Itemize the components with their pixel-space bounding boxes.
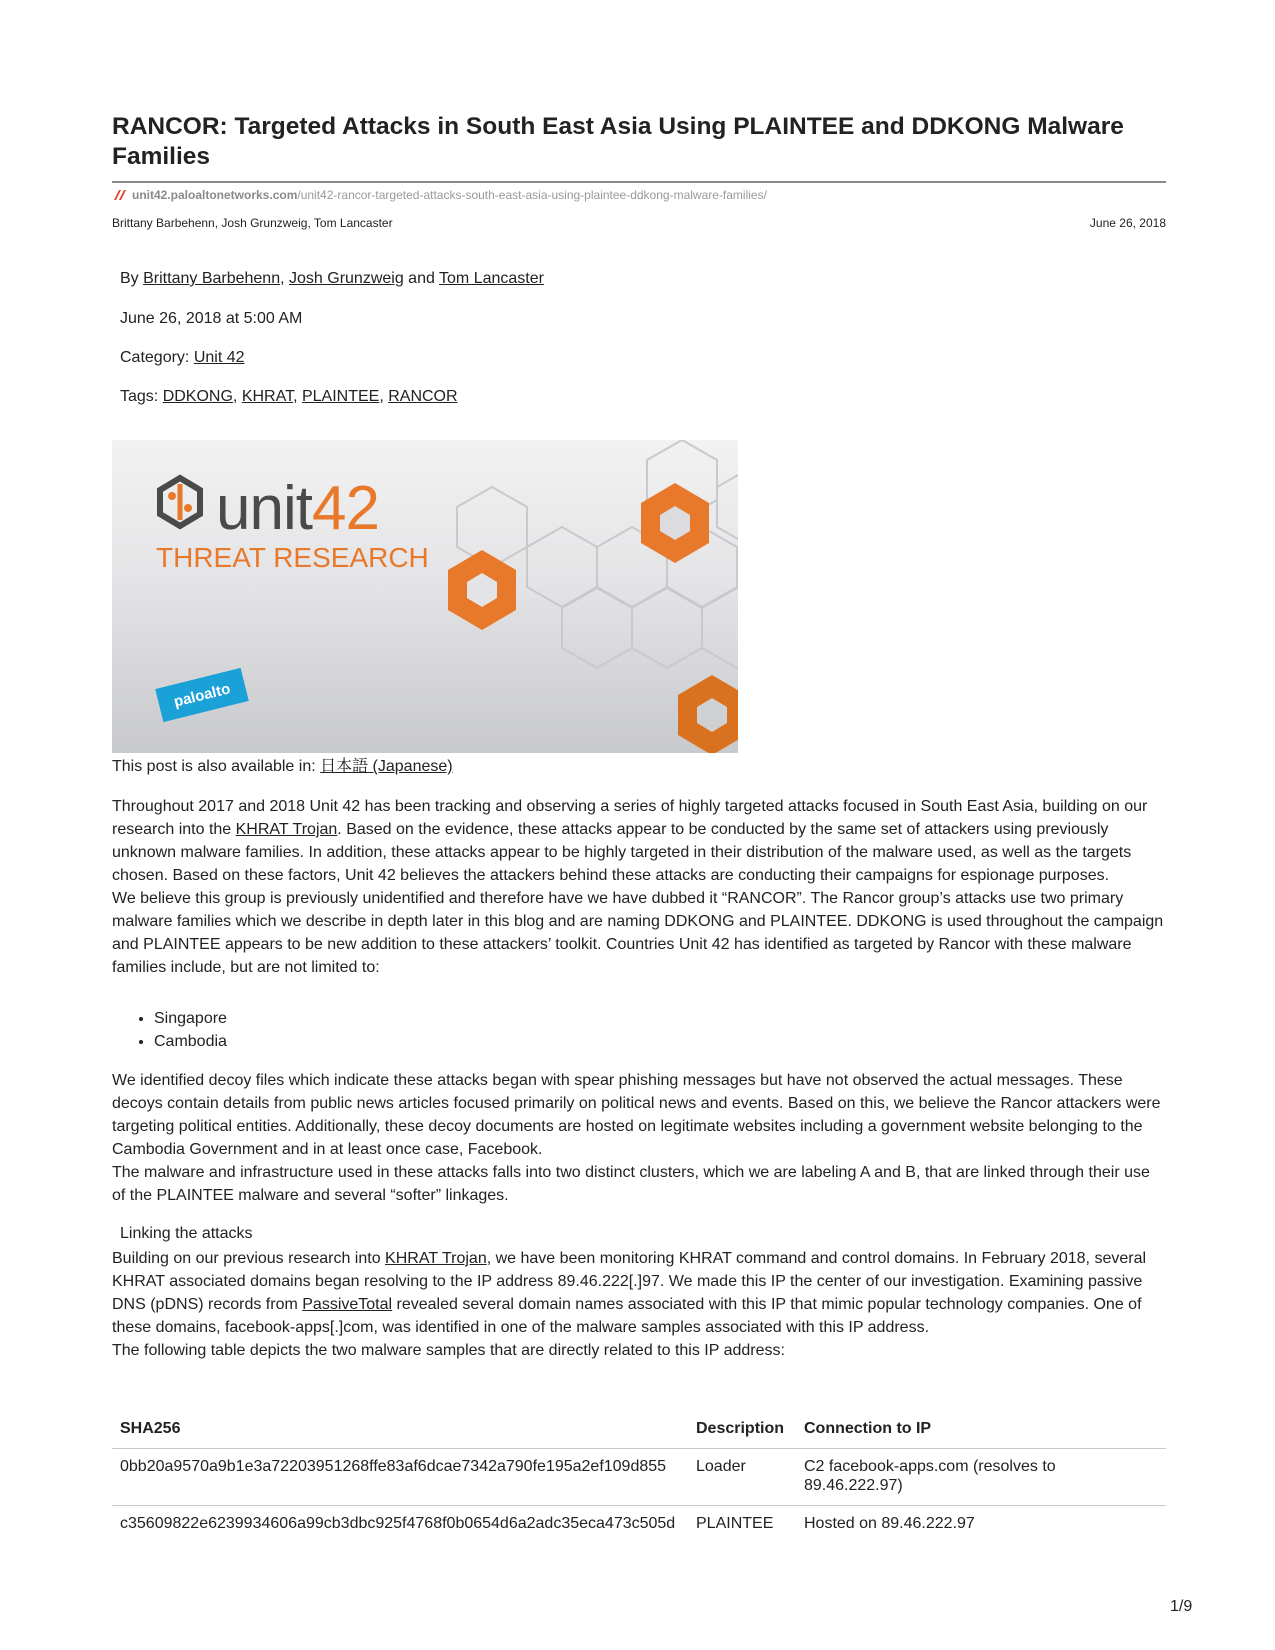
- table-header-row: [112, 1412, 1166, 1449]
- brand-number: 42: [311, 474, 379, 543]
- table-intro-paragraph: The following table depicts the two malware samples that are directly related to this IP address:: [112, 1342, 785, 1359]
- threat-research-label: THREAT RESEARCH: [156, 542, 429, 573]
- tag-link[interactable]: RANCOR: [388, 388, 458, 405]
- description-cell: Loader: [688, 1449, 796, 1506]
- meta-date: June 26, 2018: [1089, 216, 1166, 230]
- decoy-paragraph-block: [112, 1069, 1166, 1207]
- source-url[interactable]: [112, 188, 767, 202]
- title-divider: [112, 181, 1166, 183]
- intro-paragraph: [112, 795, 1166, 979]
- connection-cell: Hosted on 89.46.222.97: [804, 1515, 975, 1532]
- byline: [120, 270, 544, 288]
- section-heading: Linking the attacks: [120, 1225, 253, 1242]
- tag-separator: ,: [293, 388, 302, 405]
- column-header: Connection to IP: [796, 1412, 1166, 1449]
- author-link[interactable]: Tom Lancaster: [439, 270, 544, 287]
- table-row: [112, 1449, 1166, 1506]
- post-datetime: June 26, 2018 at 5:00 AM: [120, 310, 303, 327]
- author-link[interactable]: Josh Grunzweig: [289, 270, 404, 287]
- rancor-paragraph: We believe this group is previously unidentified and therefore have we have dubbed it “RANCOR”. The Rancor group’s attacks use two primary malware families which we describe in depth later in this blog and are naming DDKONG and PLAINTEE. DDKONG is used throughout the campaign and PLAINTEE appears to be new addition to these attackers’ toolkit. Countries Unit 42 has identified as targeted by Rancor with these malware families include, but are not limited to:: [112, 890, 1164, 976]
- brand-unit: unit: [216, 474, 312, 543]
- hero-banner-image: [112, 440, 738, 753]
- connection-cell: C2 facebook-apps.com (resolves to 89.46.222.97): [796, 1449, 1166, 1506]
- meta-authors: Brittany Barbehenn, Josh Grunzweig, Tom Lancaster: [112, 216, 393, 230]
- column-header: SHA256: [112, 1412, 688, 1449]
- tag-separator: ,: [232, 388, 242, 405]
- column-header: Description: [688, 1412, 796, 1449]
- khrat-trojan-link[interactable]: KHRAT Trojan: [385, 1250, 487, 1267]
- category-line: [120, 349, 245, 367]
- sha256-cell: 0bb20a9570a9b1e3a72203951268ffe83af6dcae7342a790fe195a2ef109d855: [112, 1449, 688, 1506]
- tag-link[interactable]: PLAINTEE: [301, 388, 380, 405]
- description-cell: PLAINTEE: [696, 1515, 774, 1532]
- target-countries-list: [112, 1007, 227, 1053]
- sha256-cell: c35609822e6239934606a99cb3dbc925f4768f0b0654d6a2adc35eca473c505d: [120, 1515, 676, 1532]
- decoy-paragraph: We identified decoy files which indicate these attacks began with spear phishing messages but have not observed the actual messages. These decoys contain details from public news articles focused primarily on political news and events. Based on this, we believe the Rancor attackers were targeting political entities. Additionally, these decoy documents are hosted on legitimate websites including a government website belonging to the Cambodia Government and in at least once case, Facebook.: [112, 1072, 1161, 1158]
- byline-separator: and: [403, 270, 440, 287]
- paragraph-text: . Based on the evidence, these attacks appear to be conducted by the same set of attackers using previously unknown malware families. In addition, these attacks appear to be highly targeted in their distribution of the malware used, as well as the targets chosen. Based on these factors, Unit 42 believes the attackers behind these attacks are conducting their campaigns for espionage purposes.: [112, 821, 1132, 884]
- page-number: 1/9: [1170, 1598, 1193, 1615]
- tags-label: Tags:: [120, 388, 163, 405]
- paragraph-text: , we have been monitoring KHRAT command and control domains. In February 2018, several KHRAT associated domains began resolving to the IP address 89.46.222[.]97. We made this IP the center of our investigation. Examining passive DNS (pDNS) records from: [112, 1250, 1147, 1313]
- japanese-version-link[interactable]: 日本語 (Japanese): [320, 758, 453, 775]
- tag-separator: ,: [379, 388, 389, 405]
- byline-prefix: By: [120, 270, 144, 287]
- paragraph-text: Building on our previous research into: [112, 1250, 386, 1267]
- khrat-trojan-link[interactable]: KHRAT Trojan: [235, 821, 338, 838]
- availability-prefix: This post is also available in:: [112, 758, 321, 775]
- unit42-wordmark: [216, 474, 379, 543]
- table-row: [112, 1506, 1166, 1542]
- paloalto-logo-icon: [112, 188, 128, 202]
- author-link[interactable]: Brittany Barbehenn: [143, 270, 281, 287]
- passivetotal-link[interactable]: PassiveTotal: [302, 1296, 393, 1313]
- paloalto-badge: paloalto: [155, 668, 249, 722]
- malware-samples-table: [112, 1412, 1166, 1541]
- meta-row: [112, 216, 1166, 230]
- list-item: • Singapore: [154, 1007, 227, 1030]
- tag-link[interactable]: DDKONG: [162, 388, 233, 405]
- category-label: Category:: [120, 349, 194, 366]
- paragraph-text: revealed several domain names associated with this IP that mimic popular technology companies. One of these domains, facebook-apps[.]com, was identified in one of the malware samples associated with this IP address.: [112, 1296, 1142, 1336]
- byline-separator: ,: [280, 270, 289, 287]
- clusters-paragraph: The malware and infrastructure used in these attacks falls into two distinct clusters, which we are labeling A and B, that are linked through their use of the PLAINTEE malware and several “softer” linkages.: [112, 1164, 1150, 1204]
- linking-paragraph-block: [112, 1247, 1166, 1362]
- tag-link[interactable]: KHRAT: [241, 388, 294, 405]
- paragraph-text: Throughout 2017 and 2018 Unit 42 has been tracking and observing a series of highly targeted attacks focused in South East Asia, building on our research into the: [112, 798, 1148, 838]
- category-link[interactable]: Unit 42: [193, 349, 245, 366]
- unit42-logo-icon: [160, 478, 200, 526]
- article-title: RANCOR: Targeted Attacks in South East Asia Using PLAINTEE and DDKONG Malware Families: [112, 113, 1124, 170]
- source-host: unit42.paloaltonetworks.com: [132, 188, 298, 202]
- tags-line: [120, 388, 458, 406]
- source-path: /unit42-rancor-targeted-attacks-south-east-asia-using-plaintee-ddkong-malware-families/: [297, 188, 767, 202]
- language-availability: [112, 755, 1166, 778]
- list-item: • Cambodia: [154, 1030, 227, 1053]
